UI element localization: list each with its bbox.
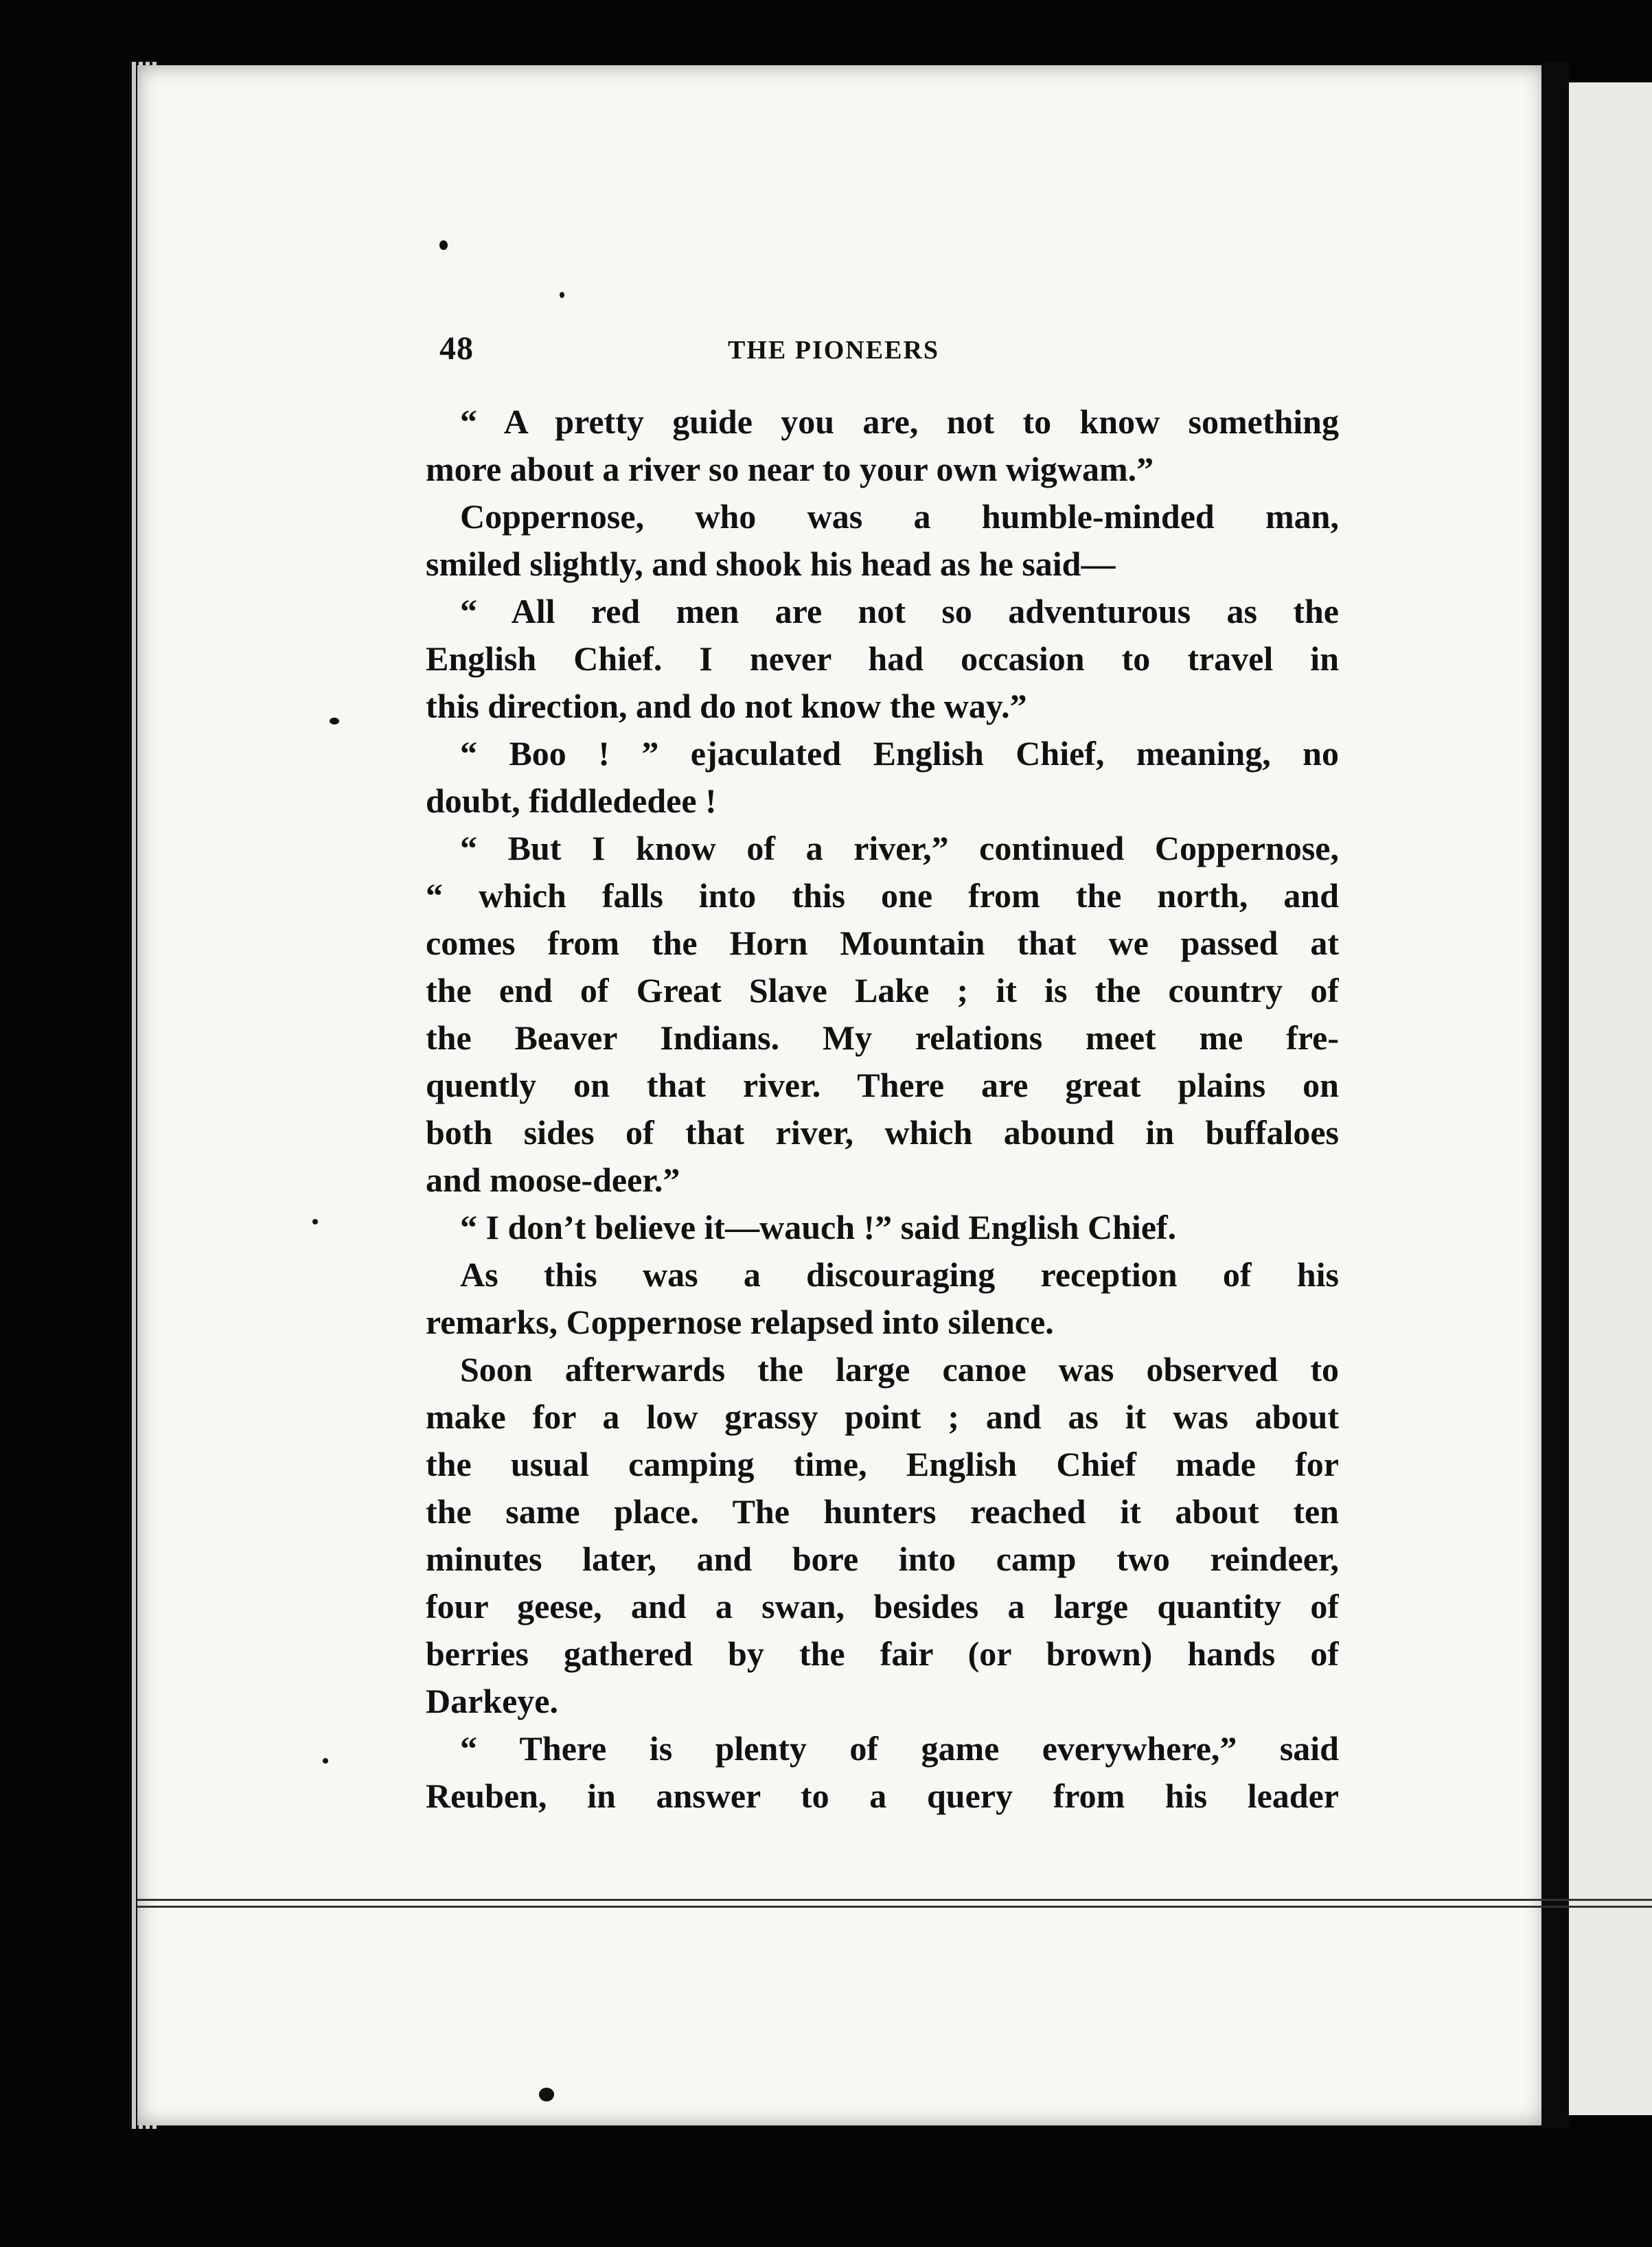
text-line: more about a river so near to your own wigwam.” [426,450,1154,488]
text-line: As this was a discouraging reception of his [460,1255,1339,1294]
text-line: “ All red men are not so adventurous as the [460,592,1339,630]
text-line: the Beaver Indians. My relations meet me fre- [426,1018,1339,1057]
text-line: comes from the Horn Mountain that we passed at [426,924,1339,962]
text-line: English Chief. I never had occasion to travel in [426,639,1339,678]
scan-speck [323,1758,328,1764]
text-line: Reuben, in answer to a query from his leader [426,1777,1339,1815]
scan-speck [330,718,339,725]
scan-rule-line [137,1899,1652,1901]
scan-speck [312,1219,318,1224]
page-number: 48 [439,330,474,367]
text-line: and moose-deer.” [426,1161,680,1199]
text-line: this direction, and do not know the way.” [426,687,1027,725]
body-text [426,398,1339,1875]
gutter-shadow [1541,62,1569,2129]
scan-rule-line [137,1906,1652,1908]
text-line: four geese, and a swan, besides a large quantity of [426,1587,1339,1626]
running-head [439,330,1353,378]
text-line: Coppernose, who was a humble-minded man, [460,497,1339,536]
text-line: quently on that river. There are great plains on [426,1066,1339,1104]
text-line: “ A pretty guide you are, not to know something [460,402,1339,441]
facing-page-sliver [1569,82,1652,2115]
text-line: Darkeye. [426,1682,558,1720]
scan-speck [439,240,448,250]
text-line: doubt, fiddlededee ! [426,782,717,820]
text-line: “ which falls into this one from the north, and [426,876,1339,915]
text-line: the usual camping time, English Chief made for [426,1445,1339,1483]
text-line: berries gathered by the fair (or brown) hands of [426,1634,1339,1673]
text-line: “ But I know of a river,” continued Coppernose, [460,829,1339,867]
text-line: smiled slightly, and shook his head as he said— [426,545,1116,583]
text-line: the end of Great Slave Lake ; it is the country of [426,971,1339,1010]
text-line: the same place. The hunters reached it about ten [426,1492,1339,1531]
text-line: minutes later, and bore into camp two reindeer, [426,1540,1339,1578]
text-line: remarks, Coppernose relapsed into silence. [426,1303,1054,1341]
text-line: both sides of that river, which abound in buffaloes [426,1113,1339,1152]
text-line: Soon afterwards the large canoe was observed to [460,1350,1339,1389]
text-line: “ There is plenty of game everywhere,” said [460,1729,1339,1768]
scan-speck [539,2088,554,2101]
text-line: “ Boo ! ” ejaculated English Chief, meaning, no [460,734,1339,773]
scan-speck [560,292,564,298]
running-title: THE PIONEERS [728,336,940,365]
text-line: make for a low grassy point ; and as it was about [426,1398,1339,1436]
text-line: “ I don’t believe it—wauch !” said English Chief. [460,1208,1177,1246]
